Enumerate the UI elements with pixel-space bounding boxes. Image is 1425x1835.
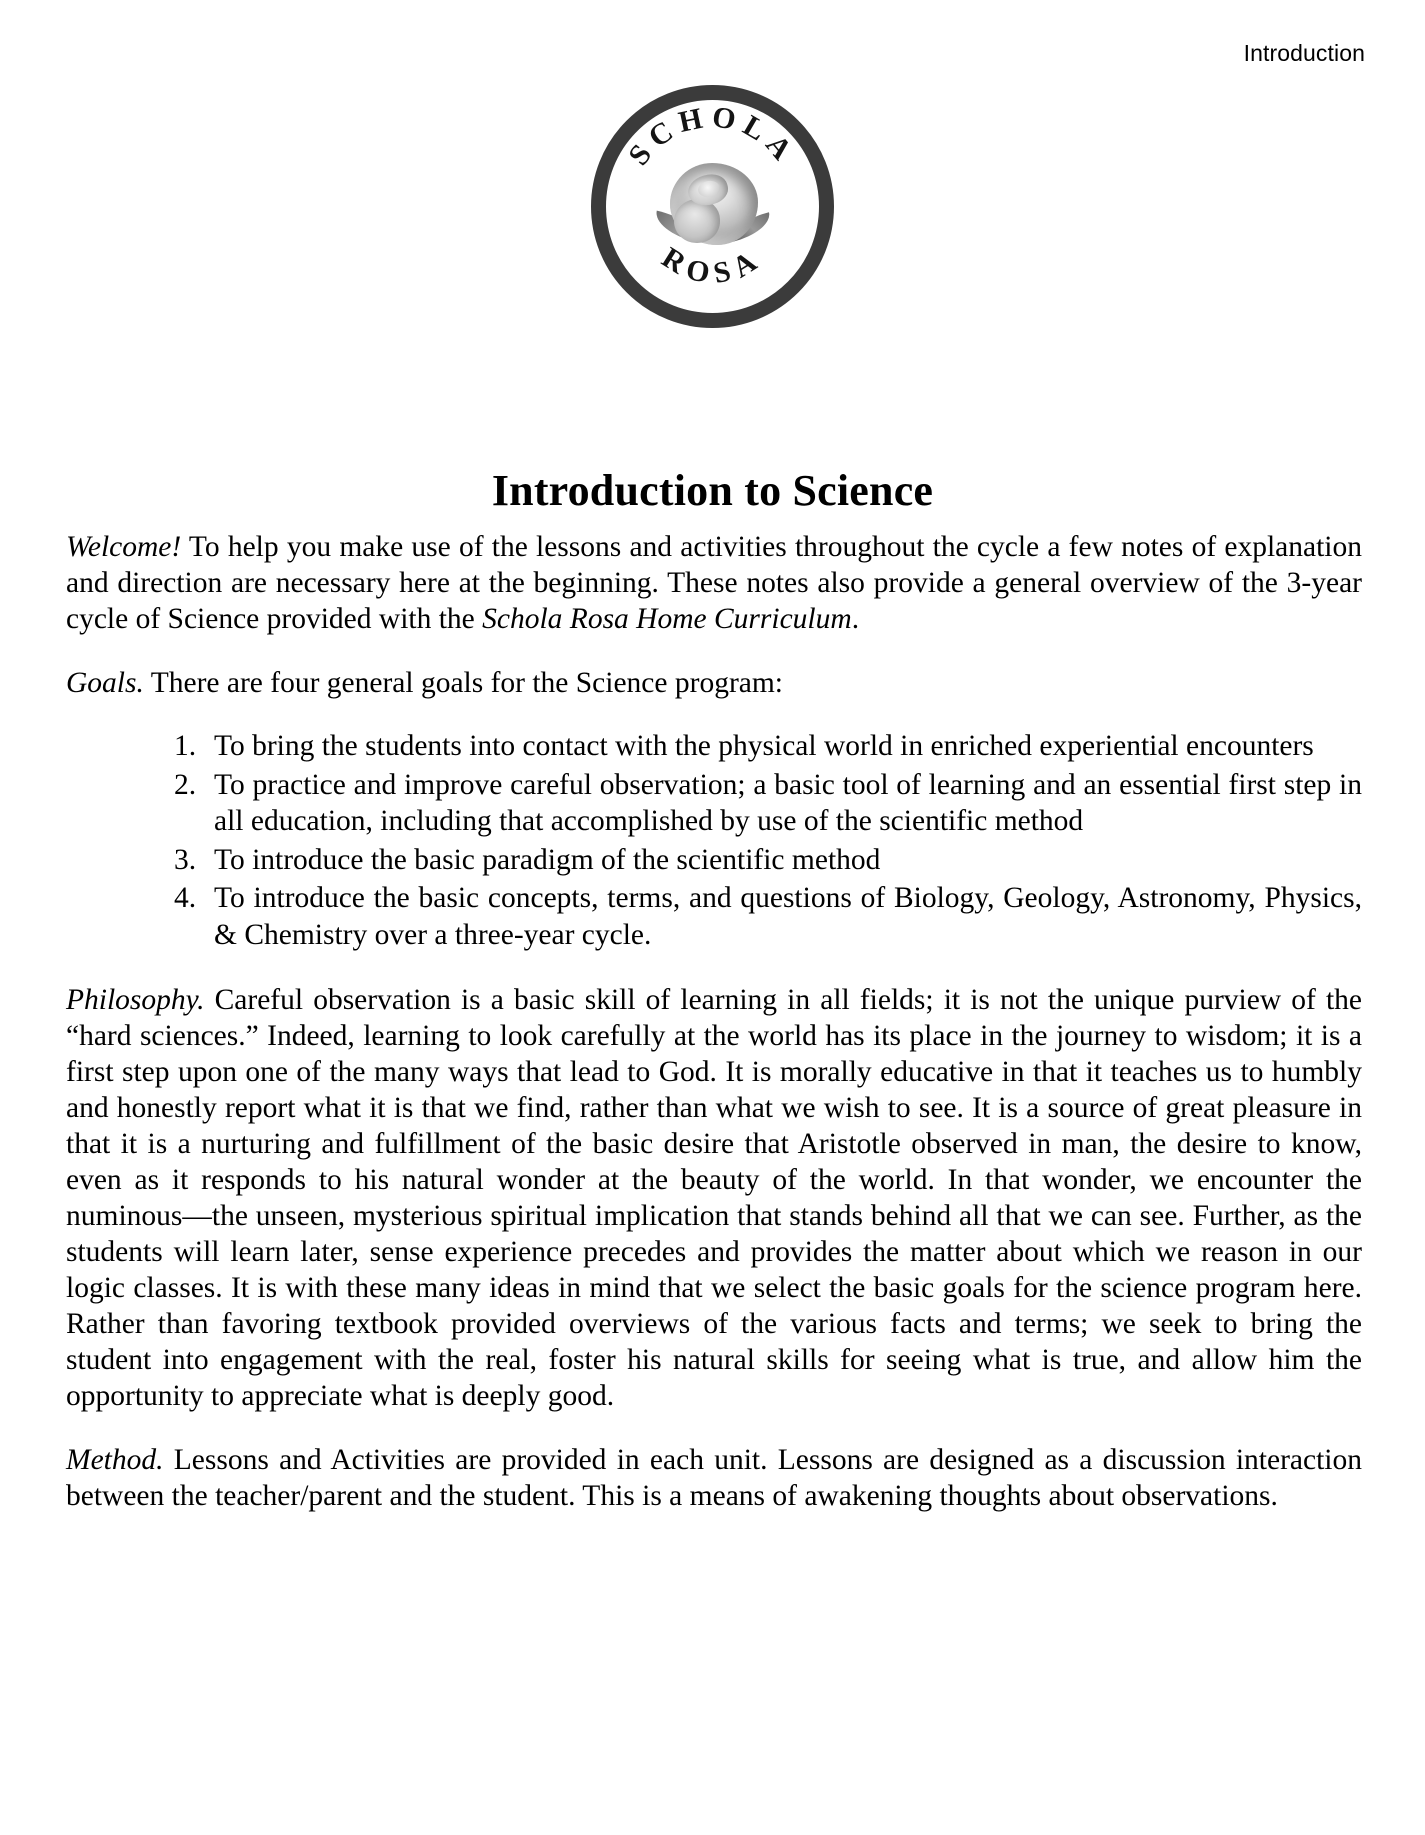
page-title: Introduction to Science: [491, 466, 934, 516]
method-text: Lessons and Activities are provided in each unit. Lessons are designed as a discussion interaction between the teacher/parent and the student. This is a means of awakening thoughts about observations.: [66, 1444, 1362, 1513]
document-body: [66, 530, 1362, 1543]
curriculum-title: Schola Rosa Home Curriculum: [482, 602, 852, 635]
philosophy-lead-label: Philosophy.: [66, 984, 205, 1017]
schola-rosa-seal-icon: [591, 85, 834, 328]
list-item: [66, 880, 1362, 953]
welcome-lead-label: Welcome!: [66, 531, 182, 563]
welcome-text-a: To help you make use of the lessons and activities throughout the cycle a few notes of explanation and direction are necessary here at the beginning. These notes also provide a general overview of the 3-year cycle of Science provided with the: [66, 531, 1362, 635]
logo-container: [0, 85, 1425, 328]
seal-bottom-textpath: ROSA: [655, 240, 770, 291]
goal-text: To introduce the basic concepts, terms, and questions of Biology, Geology, Astronomy, Physics, & Chemistry over a three-year cycle.: [214, 882, 1362, 951]
paragraph-method: [66, 1443, 1362, 1515]
philosophy-text: Careful observation is a basic skill of learning in all fields; it is not the unique purview of the “hard sciences.” Indeed, learning to look carefully at the world has its place in the journey to wisdom; it is a first step upon one of the many ways that lead to God. It is morally educative in that it teaches us to humbly and honestly report what it is that we find, rather than what we wish to see. It is a source of great pleasure in that it is a nurturing and fulfillment of the basic desire that Aristotle observed in man, the desire to know, even as it responds to his natural wonder at the beauty of the world. In that wonder, we encounter the numinous—the unseen, mysterious spiritual implication that stands behind all that we can see. Further, as the students will learn later, sense experience precedes and provides the matter about which we reason in our logic classes. It is with these many ideas in mind that we select the basic goals for the science program here. Rather than favoring textbook provided overviews of the various facts and terms; we seek to bring the student into engagement with the real, foster his natural skills for seeing what is true, and allow him the opportunity to appreciate what is deeply good.: [66, 984, 1362, 1413]
seal-lettering: [606, 100, 819, 313]
goal-text: To bring the students into contact with the physical world in enriched experiential encounters: [214, 729, 1314, 762]
paragraph-goals-intro: [66, 666, 1362, 702]
seal-top-textpath: SCHOLA: [622, 100, 803, 172]
list-item: [66, 767, 1362, 840]
paragraph-welcome: [66, 530, 1362, 638]
list-item: [66, 728, 1362, 765]
goal-text: To introduce the basic paradigm of the scientific method: [214, 843, 881, 876]
goal-text: To practice and improve careful observation; a basic tool of learning and an essential first step in all education, including that accomplished by use of the scientific method: [214, 768, 1362, 838]
paragraph-philosophy: [66, 983, 1362, 1415]
goals-lead-label: Goals.: [66, 666, 144, 699]
goals-intro-text: There are four general goals for the Science program:: [143, 666, 784, 699]
seal-bottom-text: [656, 241, 769, 291]
goals-list: [66, 728, 1362, 953]
method-lead-label: Method.: [66, 1444, 164, 1477]
welcome-text-b: .: [851, 602, 860, 635]
list-item: [66, 842, 1362, 879]
running-header: Introduction: [1243, 40, 1365, 66]
seal-top-text: [622, 100, 803, 171]
